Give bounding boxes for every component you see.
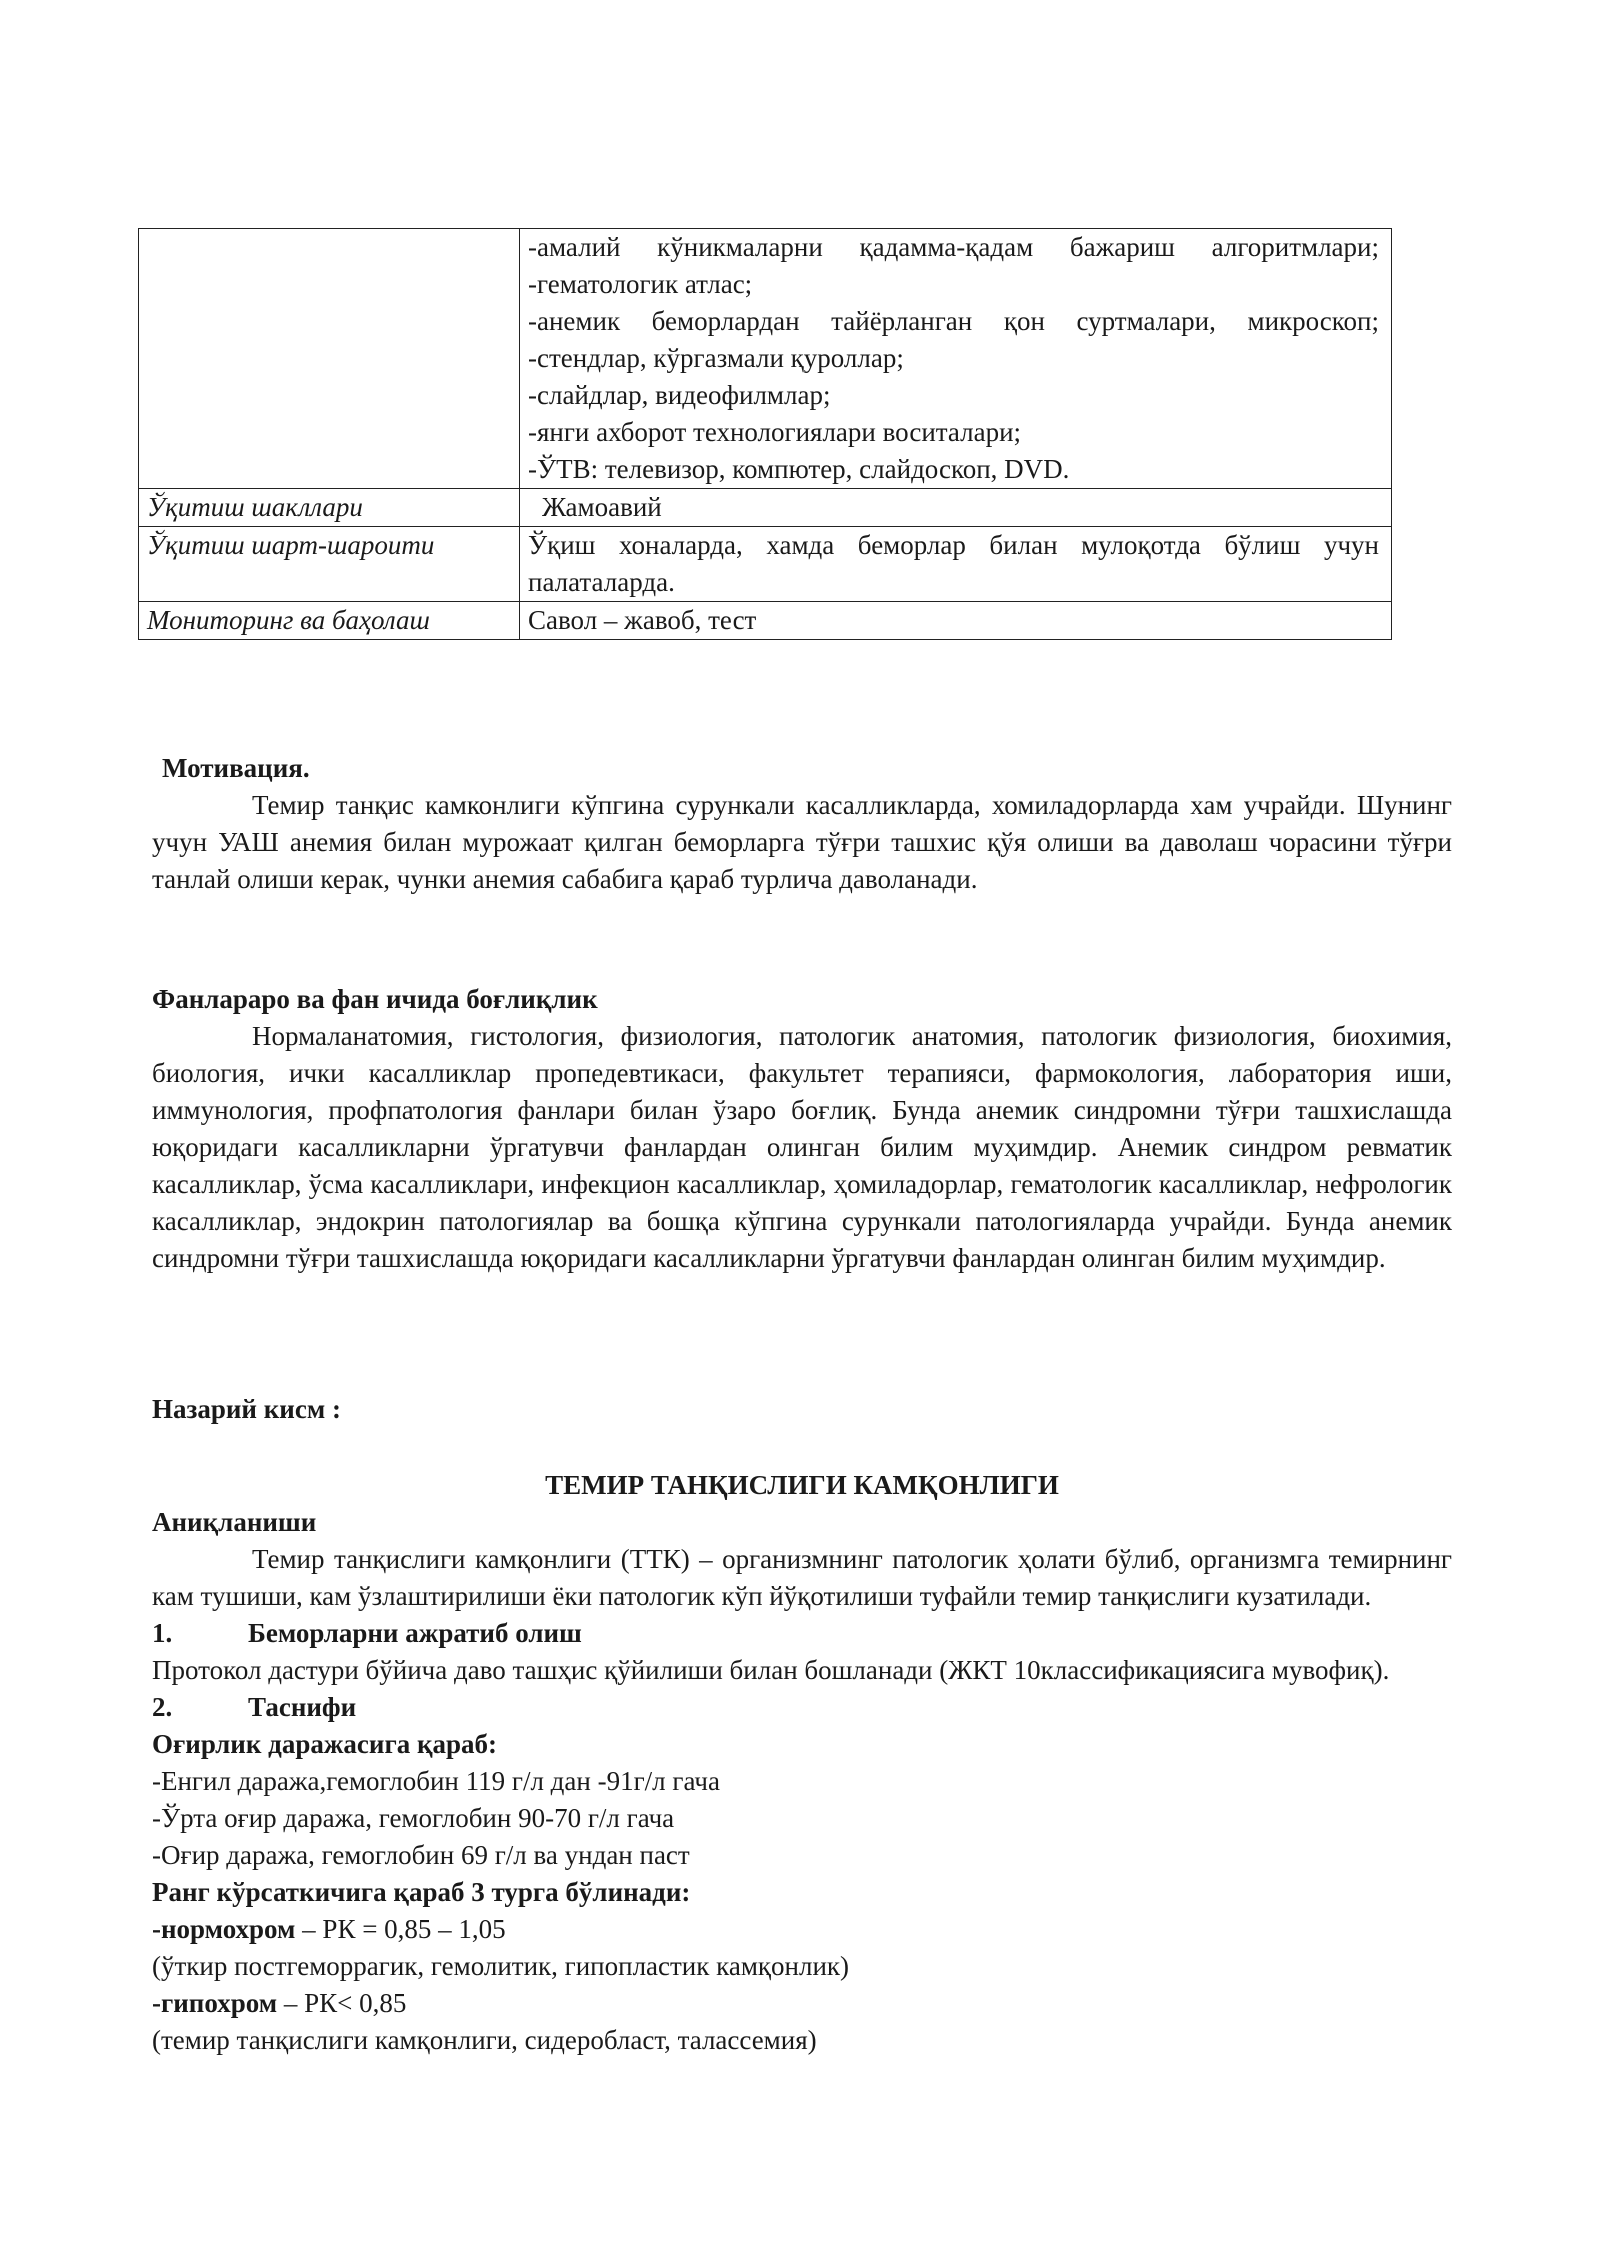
color-index-heading: Ранг кўрсаткичига қараб 3 турга бўлинади: [152,1877,691,1907]
section-number: 2. [152,1692,173,1722]
resource-line: -амалий кўникмаларни қадамма-қадам бажариш алгоритмлари; [528,232,1379,262]
table-row-label: Ўқитиш шарт-шароити [139,527,520,602]
theory-section [152,1467,1452,2059]
resources-table [138,228,1392,640]
table-row-value: Жамоавий [520,489,1392,527]
interdisciplinary-text: Нормаланатомия, гистология, физиология, патологик анатомия, патологик физиология, биохимия, биология, ички касалликлар пропедевтикаси, факультет терапияси, фармокология, лаборатория иши, иммунология, профпатология фанлари билан ўзаро боғлиқ. Бунда анемик синдромни тўғри ташхислашда юқоридаги касалликларни ўргатувчи фанлардан олинган билим муҳимдир. Анемик синдром ревматик касалликлар, ўсма касалликлари, инфекцион касалликлар, ҳомиладорлар, гематологик касалликлар, нефрологик касалликлар, эндокрин патологиялар ва бошқа кўпгина сурункали патологияларда учрайди. Бунда анемик синдромни тўғри ташхислашда юқоридаги касалликларни ўргатувчи фанлардан олинган билим муҳимдир. [152,1021,1452,1273]
severity-item: -Енгил даража,гемоглобин 119 г/л дан -91г/л гача [152,1766,720,1796]
section-title: Беморларни ажратиб олиш [248,1618,582,1648]
table-row [139,229,1392,489]
section-2-heading [152,1689,1452,1726]
hypochrome-term: -гипохром [152,1988,278,2018]
table-row-label: Мониторинг ва баҳолаш [139,602,520,640]
table-row-label: Ўқитиш шакллари [139,489,520,527]
hypochrome-line [152,1985,1452,2022]
motivation-heading: Мотивация. [162,753,310,783]
table-row [139,489,1392,527]
severity-item: -Оғир даража, гемоглобин 69 г/л ва ундан паст [152,1840,690,1870]
resource-line: -гематологик атлас; [528,269,753,299]
table-row [139,527,1392,602]
definition-heading: Аниқланиши [152,1507,317,1537]
resources-list-cell [520,229,1392,489]
severity-item: -Ўрта оғир даража, гемоглобин 90-70 г/л гача [152,1803,675,1833]
normochrome-value: – РК = 0,85 – 1,05 [295,1914,506,1944]
theory-heading: Назарий кисм : [152,1394,341,1424]
table-row-value: Ўқиш хоналарда, хамда беморлар билан мулоқотда бўлиш учун палаталарда. [520,527,1392,602]
table-cell-empty [139,229,520,489]
resource-line: -янги ахборот технологиялари воситалари; [528,417,1022,447]
hypochrome-note: (темир танқислиги камқонлиги, сидеробласт, талассемия) [152,2025,817,2055]
section-1-text: Протокол дастури бўйича даво ташҳис қўйилиши билан бошланади (ЖКТ 10классификациясига мувофиқ). [152,1655,1390,1685]
resource-line: -ЎТВ: телевизор, компютер, слайдоскоп, DVD. [528,454,1070,484]
table-row-value: Савол – жавоб, тест [520,602,1392,640]
motivation-text: Темир танқис камконлиги кўпгина сурункали касалликларда, хомиладорларда хам учрайди. Шунинг учун УАШ анемия билан мурожаат қилган беморларга тўғри ташхис қўя олиши ва даволаш чорасини тўғри танлай олиши керак, чунки анемия сабабига қараб турлича даволанади. [152,790,1452,894]
section-number: 1. [152,1618,173,1648]
theory-heading-block [152,1391,1452,1428]
severity-heading: Оғирлик даражасига қараб: [152,1729,498,1759]
resource-line: -анемик беморлардан тайёрланган қон суртмалари, микроскоп; [528,306,1379,336]
motivation-section [152,750,1452,898]
table-row [139,602,1392,640]
hypochrome-value: – РК< 0,85 [277,1988,407,2018]
normochrome-note: (ўткир постгеморрагик, гемолитик, гипопластик камқонлик) [152,1951,850,1981]
interdisciplinary-heading: Фанлараро ва фан ичида боғлиқлик [152,984,598,1014]
section-1-heading [152,1615,1452,1652]
resource-line: -стендлар, кўргазмали қуроллар; [528,343,904,373]
normochrome-line [152,1911,1452,1948]
resource-line: -слайдлар, видеофилмлар; [528,380,831,410]
definition-text: Темир танқислиги камқонлиги (ТТК) – организмнинг патологик ҳолати бўлиб, организмга темирнинг кам тушиши, кам ўзлаштирилиши ёки патологик кўп йўқотилиши туфайли темир танқислиги кузатилади. [152,1544,1452,1611]
interdisciplinary-section [152,981,1452,1277]
section-title: Таснифи [248,1692,357,1722]
theory-title: ТЕМИР ТАНҚИСЛИГИ КАМҚОНЛИГИ [545,1470,1059,1500]
normochrome-term: -нормохром [152,1914,296,1944]
